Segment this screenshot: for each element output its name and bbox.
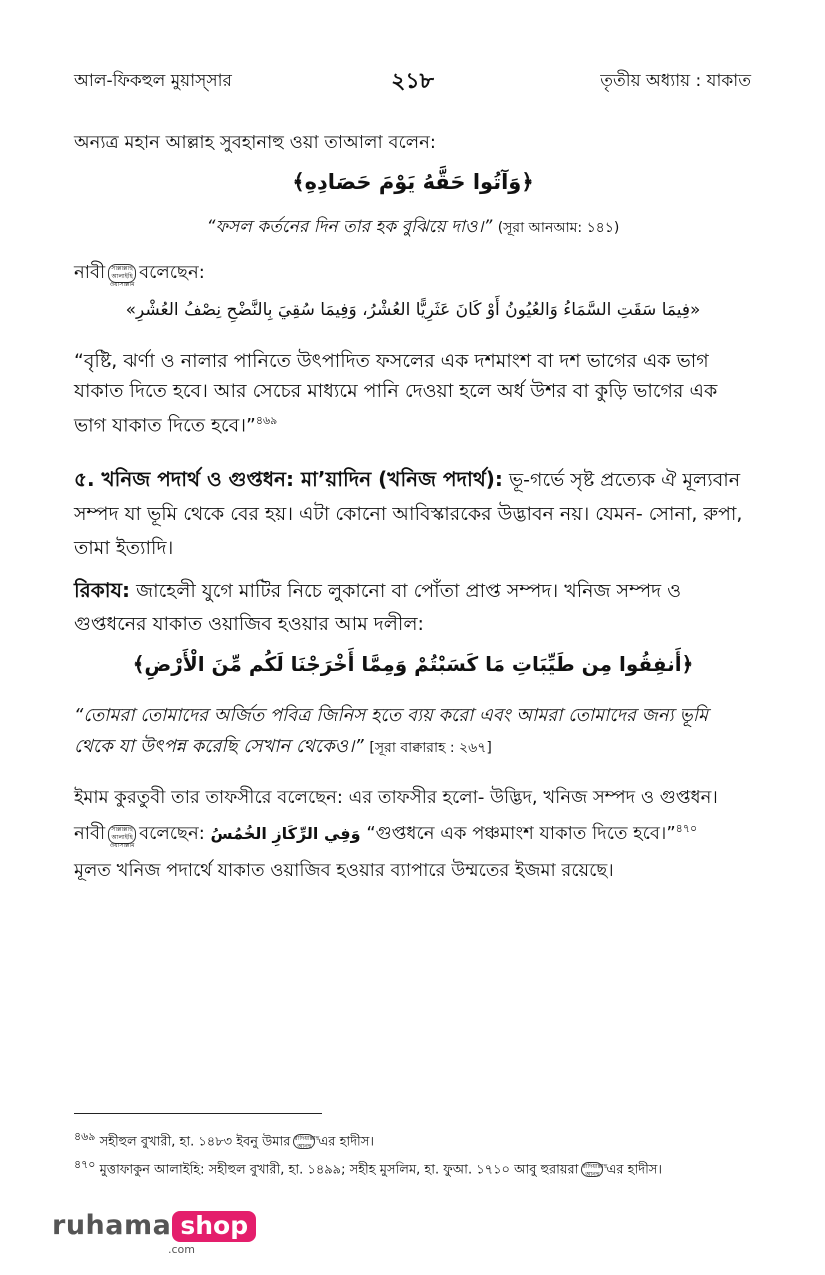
page-number: ২১৮ [391, 69, 434, 94]
logo-text-com: .com [168, 1243, 195, 1256]
verse-1-translation: “ফসল কর্তনের দিন তার হক বুঝিয়ে দাও।” [206, 217, 493, 237]
salawat-symbol-2: সাল্লাল্লাহু আলাইহি ওয়াসাল্লাম [109, 825, 135, 849]
conclusion-line: মূলত খনিজ পদার্থে যাকাত ওয়াজিব হওয়ার ব্যাপারে উম্মতের ইজমা রয়েছে। [74, 860, 614, 881]
footnote-ref-470: ৪৭০ [675, 822, 698, 835]
logo-text-ruhama: ruhama [52, 1210, 172, 1241]
said-word-2: বলেছেন: [139, 823, 205, 844]
said-word: বলেছেন: [139, 262, 205, 283]
rikaz-label: রিকায: [74, 578, 131, 602]
hadith-2-arabic: وَفِي الرِّكَازِ الخُمُسُ [210, 824, 361, 843]
verse-2-translation: “তোমরা তোমাদের অর্জিত পবিত্র জিনিস হতে ব্যয় করো এবং আমরা তোমাদের জন্য ভূমি থেকে যা উৎপন্ন করেছি সেখান থেকেও।” [74, 705, 708, 757]
footnote-number: ৪৬৯ [74, 1130, 96, 1143]
footnote-text-end: এর হাদীস। [606, 1162, 663, 1178]
footnote-text-end: এর হাদীস। [318, 1134, 374, 1150]
salawat-symbol: সাল্লাল্লাহু আলাইহি ওয়াসাল্লাম [109, 264, 135, 288]
radiallahu-symbol: রাদিয়াল্লাহু আনহু [582, 1163, 608, 1179]
section-5-paragraph [74, 462, 752, 565]
footnote-text: মুত্তাফাকুন আলাইহি: সহীহুল বুখারী, হা. ১৪৯৯; সহীহ মুসলিম, হা. ফুআ. ১৭১০ আবু হুরায়রা [99, 1162, 579, 1178]
footnote-text: সহীহুল বুখারী, হা. ১৪৮৩ ইবনু উমার [99, 1134, 291, 1150]
quran-verse-1: ﴿وَآتُوا حَقَّهُ يَوْمَ حَصَادِهِ﴾ [292, 170, 534, 194]
ruhamashop-logo [52, 1210, 256, 1256]
running-header-left: আল-ফিকহুল মুয়াস্‌সার [74, 71, 232, 91]
hadith-2-translation: “গুপ্তধনে এক পঞ্চমাংশ যাকাত দিতে হবে।” [366, 823, 676, 844]
footnote-separator [74, 1113, 322, 1114]
footnote-469 [74, 1128, 764, 1151]
verse-1-translation-line [74, 214, 752, 242]
nabi-word: নাবী [74, 262, 106, 283]
nabi-said-line-1 [74, 258, 752, 288]
qurtubi-paragraph [74, 782, 752, 849]
section-5-heading: ৫. খনিজ পদার্থ ও গুপ্তধন: মা’য়াদিন (খনিজ পদার্থ): [74, 467, 503, 491]
footnote-470 [74, 1156, 764, 1179]
nabi-word-2: নাবী [74, 823, 106, 844]
qurtubi-text: ইমাম কুরতুবী তার তাফসীরে বলেছেন: এর তাফসীর হলো- উদ্ভিদ, খনিজ সম্পদ ও গুপ্তধন। [74, 787, 718, 808]
rikaz-paragraph [74, 574, 752, 641]
intro-line: অন্যত্র মহান আল্লাহ সুবহানাহু ওয়া তাআলা বলেন: [74, 132, 436, 153]
footnote-number: ৪৭০ [74, 1158, 96, 1171]
verse-2-translation-block [74, 700, 752, 764]
footnote-ref-469: ৪৬৯ [255, 414, 278, 427]
rikaz-text: জাহেলী যুগে মাটির নিচে লুকানো বা পোঁতা প্রাপ্ত সম্পদ। খনিজ সম্পদ ও গুপ্তধনের যাকাত ওয়াজিব হওয়ার আম দলীল: [74, 580, 682, 635]
verse-1-reference: (সূরা আনআম: ১৪১) [497, 220, 620, 236]
hadith-1-translation-block [74, 346, 752, 440]
radiallahu-symbol: রাদিয়াল্লাহু আনহু [294, 1135, 320, 1151]
hadith-1-arabic: «فِيمَا سَقَتِ السَّمَاءُ وَالعُيُونُ أَوْ كَانَ عَثَرِيًّا العُشْرُ، وَفِيمَا سُقِيَ بِالنَّضْحِ نِصْفُ العُشْرِ» [125, 300, 701, 320]
logo-text-shop: shop [172, 1211, 256, 1242]
quran-verse-2: ﴿أَنفِقُوا مِن طَيِّبَاتِ مَا كَسَبْتُمْ وَمِمَّا أَخْرَجْنَا لَكُم مِّنَ الْأَرْضِ﴾ [132, 652, 694, 676]
running-header-right: তৃতীয় অধ্যায় : যাকাত [600, 71, 751, 91]
verse-2-reference: [সূরা বাক্বারাহ : ২৬৭] [369, 740, 492, 756]
section-5-text: ভূ-গর্ভে সৃষ্ট প্রত্যেক ঐ মূল্যবান সম্পদ যা ভূমি থেকে বের হয়। এটা কোনো আবিস্কারকের উদ্ভাবন নয়। যেমন- সোনা, রুপা, তামা ইত্যাদি। [74, 469, 743, 559]
hadith-1-translation: “বৃষ্টি, ঝর্ণা ও নালার পানিতে উৎপাদিত ফসলের এক দশমাংশ বা দশ ভাগের এক ভাগ যাকাত দিতে হবে। আর সেচের মাধ্যমে পানি দেওয়া হলে অর্ধ উশর বা কুড়ি ভাগের এক ভাগ যাকাত দিতে হবে।” [74, 350, 718, 437]
